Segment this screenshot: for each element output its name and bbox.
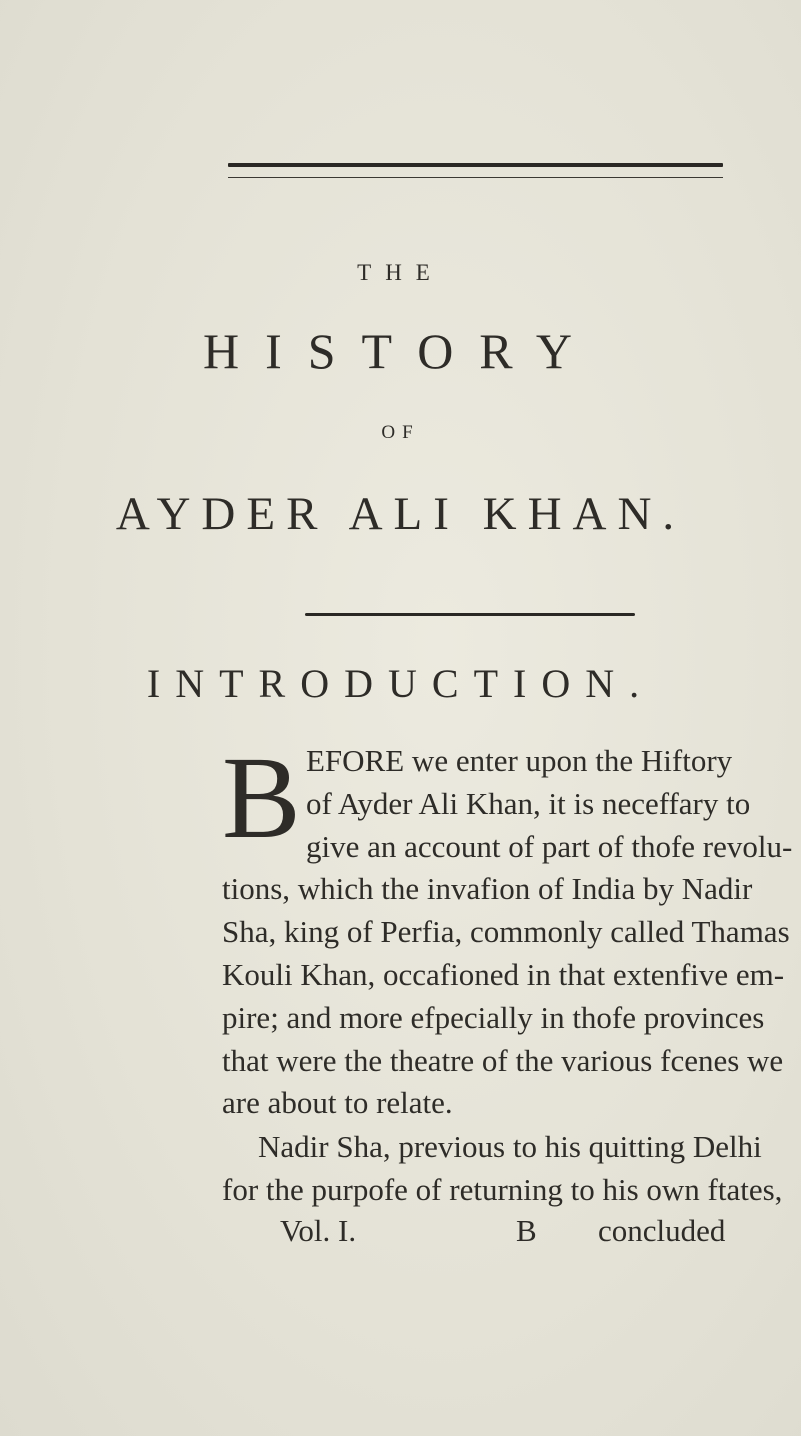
title-the: THE	[357, 260, 444, 285]
body-line-4: tions, which the invafion of India by Nadir	[222, 871, 753, 906]
top-thin-rule	[228, 177, 723, 178]
body-line-3: give an account of part of thofe revolu-	[306, 829, 793, 864]
footer-catchword: concluded	[598, 1213, 726, 1248]
drop-cap: B	[222, 732, 301, 863]
body-line-8: that were the theatre of the various fcenes we	[222, 1043, 784, 1078]
title-of: OF	[381, 422, 420, 443]
body-line-5: Sha, king of Perfia, commonly called Thamas	[222, 914, 790, 949]
body-line-7: pire; and more efpecially in thofe provinces	[222, 1000, 765, 1035]
title-subject: AYDER ALI KHAN.	[115, 488, 686, 540]
body-line-11: for the purpofe of returning to his own ftates,	[222, 1172, 783, 1207]
body-line-9: are about to relate.	[222, 1085, 453, 1120]
top-thick-rule	[228, 163, 723, 167]
title-history: HISTORY	[202, 323, 598, 379]
body-line-6: Kouli Khan, occafioned in that extenfive em-	[222, 957, 785, 992]
section-rule	[305, 613, 635, 616]
body-line-2: of Ayder Ali Khan, it is neceffary to	[306, 786, 751, 821]
section-heading: INTRODUCTION.	[146, 661, 655, 706]
footer-volume: Vol. I.	[280, 1213, 357, 1248]
body-line-10: Nadir Sha, previous to his quitting Delhi	[258, 1129, 762, 1164]
body-line-1: EFORE we enter upon the Hiftory	[306, 743, 733, 778]
footer-signature: B	[516, 1213, 537, 1248]
